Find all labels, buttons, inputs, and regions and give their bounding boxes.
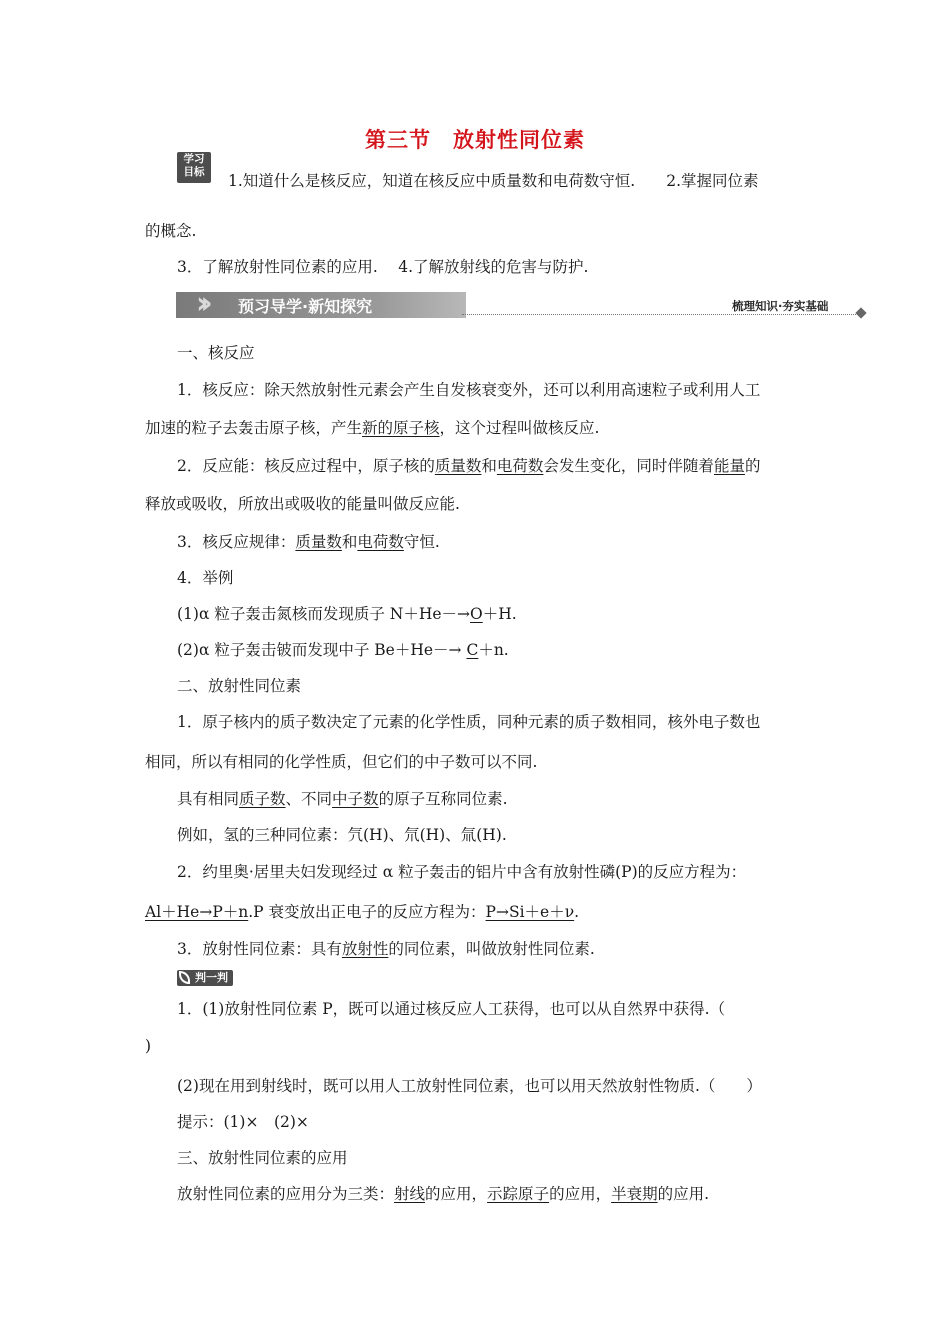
banner-subtitle: 梳理知识·夯实基础 [732, 299, 829, 313]
blank-answer: P→Si＋e＋ν [485, 903, 575, 921]
hint: 提示：(1)× (2)× [177, 1113, 309, 1131]
example-1: (1)α 粒子轰击氮核而发现质子 N＋He－→O＋H. [177, 605, 517, 623]
paragraph: 加速的粒子去轰击原子核，产生新的原子核，这个过程叫做核反应. [145, 419, 600, 437]
question-2: (2)现在用到射线时，既可以用人工放射性同位素，也可以用天然放射性物质.（ ） [177, 1077, 762, 1095]
blank-answer: 质子数 [239, 790, 286, 808]
diamond-icon [855, 307, 866, 318]
paragraph: 3．核反应规律：质量数和电荷数守恒. [177, 533, 440, 551]
section-heading: 三、放射性同位素的应用 [177, 1149, 348, 1167]
paragraph: 1．原子核内的质子数决定了元素的化学性质，同种元素的质子数相同，核外电子数也 [177, 713, 761, 731]
paragraph: 例如，氢的三种同位素：氕(H)、氘(H)、氚(H). [177, 826, 507, 844]
blank-answer: 新的原子核 [362, 419, 440, 437]
blank-answer: Al＋He→P＋n [145, 903, 249, 921]
judge-tag: 判一判 [177, 970, 233, 986]
paragraph: 4．举例 [177, 569, 234, 587]
blank-answer: 能量 [713, 457, 745, 475]
chevron-icon: ›› [196, 286, 205, 321]
section-heading: 一、核反应 [177, 344, 255, 362]
banner-title: 预习导学·新知探究 [238, 297, 373, 316]
goals-line-1: 1.知道什么是核反应，知道在核反应中质量数和电荷数守恒. 2.掌握同位素 [228, 172, 759, 190]
goals-line-2: 的概念. [145, 222, 197, 240]
blank-answer: 电荷数 [496, 457, 544, 475]
blank-answer: C [466, 641, 479, 659]
paragraph: 2．约里奥·居里夫妇发现经过 α 粒子轰击的铝片中含有放射性磷(P)的反应方程为： [177, 863, 747, 881]
question-1-paren: ) [145, 1037, 152, 1055]
paragraph: 1．核反应：除天然放射性元素会产生自发核衰变外，还可以利用高速粒子或利用人工 [177, 381, 761, 399]
goals-line-3: 3．了解放射性同位素的应用. 4.了解放射线的危害与防护. [177, 258, 589, 276]
paragraph: Al＋He→P＋n.P 衰变放出正电子的反应方程为：P→Si＋e＋ν. [145, 903, 580, 921]
paragraph: 2．反应能：核反应过程中，原子核的质量数和电荷数会发生变化，同时伴随着能量的 [177, 457, 761, 475]
paragraph: 释放或吸收，所放出或吸收的能量叫做反应能. [145, 495, 460, 513]
paragraph: 放射性同位素的应用分为三类：射线的应用，示踪原子的应用，半衰期的应用. [177, 1185, 710, 1203]
question-1: 1．(1)放射性同位素 P，既可以通过核反应人工获得，也可以从自然界中获得.（ [177, 1000, 726, 1018]
paragraph: 3．放射性同位素：具有放射性的同位素，叫做放射性同位素. [177, 940, 595, 958]
paragraph: 具有相同质子数、不同中子数的原子互称同位素. [177, 790, 508, 808]
blank-answer: 示踪原子 [487, 1185, 550, 1203]
section-heading: 二、放射性同位素 [177, 677, 302, 695]
blank-answer: 质量数 [434, 457, 482, 475]
paragraph: 相同，所以有相同的化学性质，但它们的中子数可以不同. [145, 753, 538, 771]
blank-answer: 半衰期 [611, 1185, 658, 1203]
blank-answer: 放射性 [341, 940, 389, 958]
blank-answer: O [470, 605, 483, 623]
blank-answer: 中子数 [332, 790, 379, 808]
example-2: (2)α 粒子轰击铍而发现中子 Be＋He－→ C＋n. [177, 641, 509, 659]
blank-answer: 电荷数 [357, 533, 404, 551]
page-title: 第三节 放射性同位素 [365, 128, 585, 152]
learning-goal-tag: 学习 目标 [177, 152, 211, 183]
blank-answer: 射线 [394, 1185, 426, 1203]
blank-answer: 质量数 [295, 533, 342, 551]
banner-divider [462, 314, 860, 315]
